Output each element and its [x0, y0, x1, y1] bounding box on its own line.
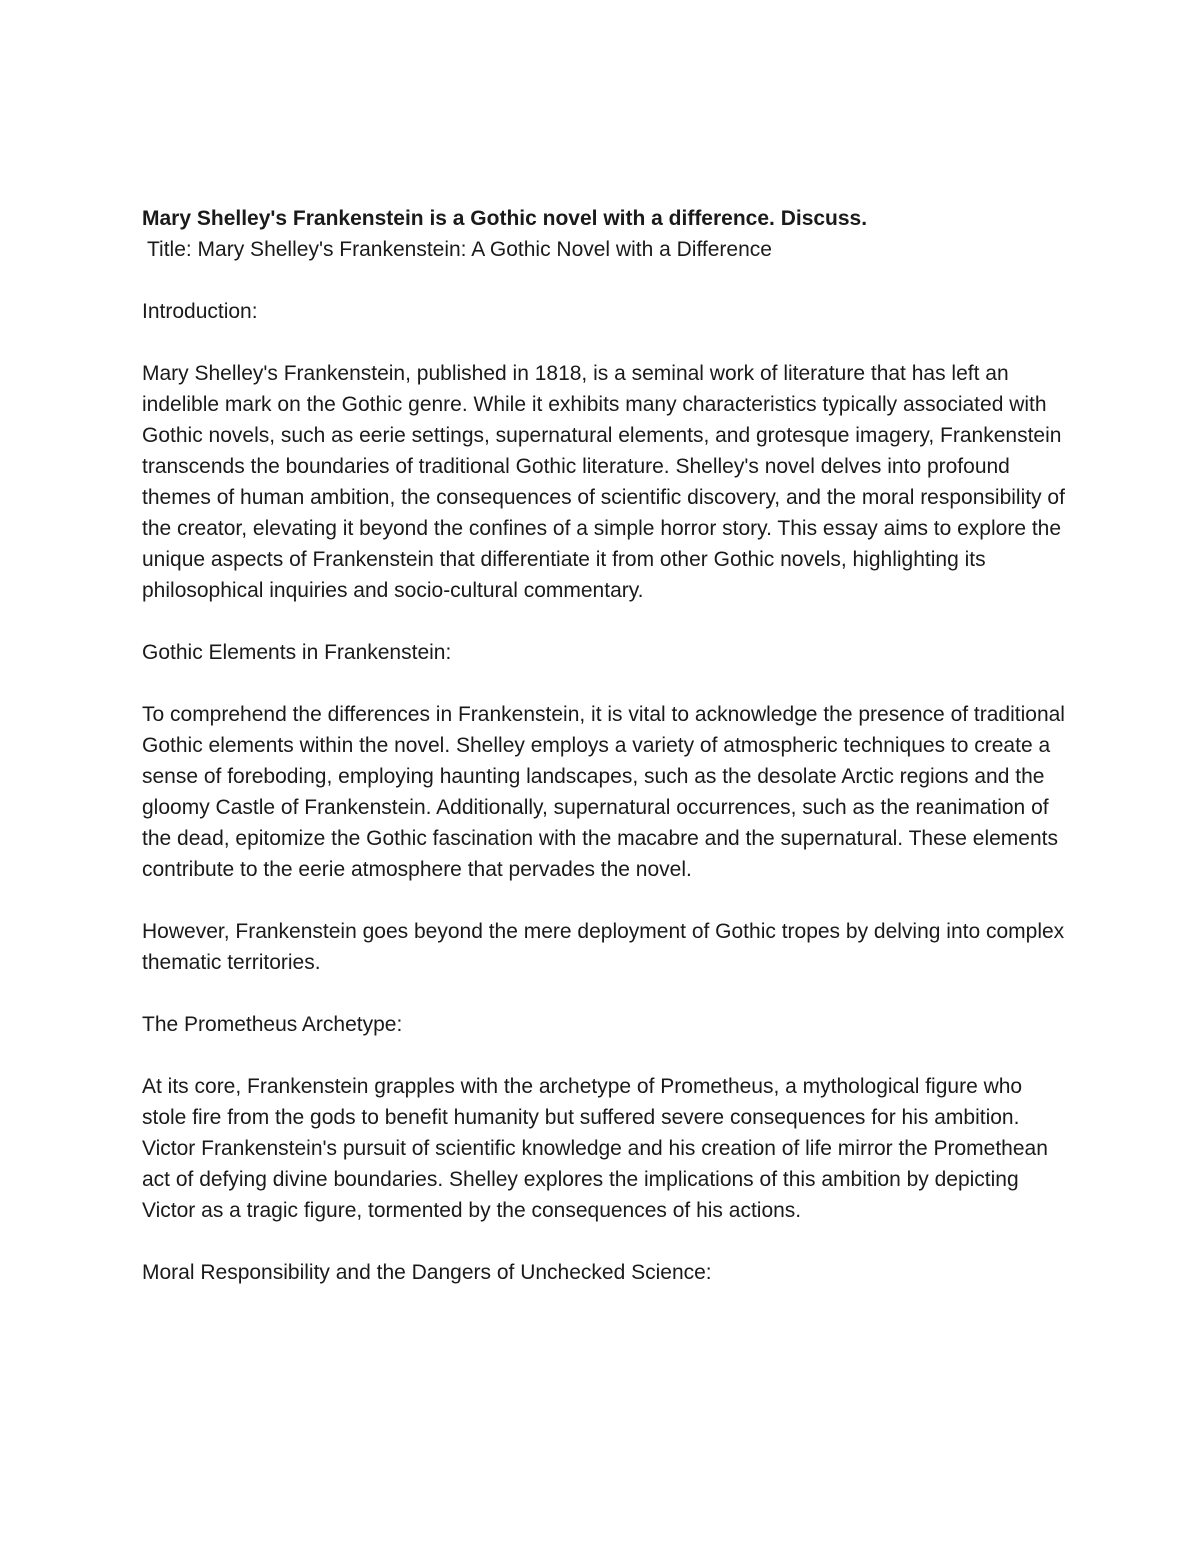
gothic-elements-paragraph: To comprehend the differences in Frankenstein, it is vital to acknowledge the presence of traditional Gothic elements within the novel. Shelley employs a variety of atmospheric techniques to create a sense of foreboding, employing haunting landscapes, such as the desolate Arctic regions and the gloomy Castle of Frankenstein. Additionally, supernatural occurrences, such as the reanimation of the dead, epitomize the Gothic fascination with the macabre and the supernatural. These elements contribute to the eerie atmosphere that pervades the novel. [142, 703, 1065, 881]
spacer [142, 265, 1072, 296]
spacer [142, 668, 1072, 699]
essay-question-heading: Mary Shelley's Frankenstein is a Gothic novel with a difference. Discuss. [142, 207, 868, 230]
spacer [142, 885, 1072, 916]
introduction-paragraph: Mary Shelley's Frankenstein, published in 1818, is a seminal work of literature that has left an indelible mark on the Gothic genre. While it exhibits many characteristics typically associated with Gothic novels, such as eerie settings, supernatural elements, and grotesque imagery, Frankenstein transcends the boundaries of traditional Gothic literature. Shelley's novel delves into profound themes of human ambition, the consequences of scientific discovery, and the moral responsibility of the creator, elevating it beyond the confines of a simple horror story. This essay aims to explore the unique aspects of Frankenstein that differentiate it from other Gothic novels, highlighting its philosophical inquiries and socio-cultural commentary. [142, 362, 1065, 602]
prometheus-paragraph: At its core, Frankenstein grapples with the archetype of Prometheus, a mythological figure who stole fire from the gods to benefit humanity but suffered severe consequences for his ambition. Victor Frankenstein's pursuit of scientific knowledge and his creation of life mirror the Promethean act of defying divine boundaries. Shelley explores the implications of this ambition by depicting Victor as a tragic figure, tormented by the consequences of his actions. [142, 1075, 1048, 1222]
essay-title: Title: Mary Shelley's Frankenstein: A Gothic Novel with a Difference [147, 238, 772, 261]
section-heading-gothic-elements: Gothic Elements in Frankenstein: [142, 641, 452, 664]
spacer [142, 978, 1072, 1009]
spacer [142, 327, 1072, 358]
spacer [142, 1040, 1072, 1071]
spacer [142, 1226, 1072, 1257]
section-heading-introduction: Introduction: [142, 300, 258, 323]
section-heading-moral-responsibility: Moral Responsibility and the Dangers of Unchecked Science: [142, 1261, 712, 1284]
document-body [142, 203, 1072, 1288]
section-heading-prometheus: The Prometheus Archetype: [142, 1013, 403, 1036]
spacer [142, 606, 1072, 637]
gothic-elements-paragraph: However, Frankenstein goes beyond the mere deployment of Gothic tropes by delving into complex thematic territories. [142, 920, 1065, 974]
